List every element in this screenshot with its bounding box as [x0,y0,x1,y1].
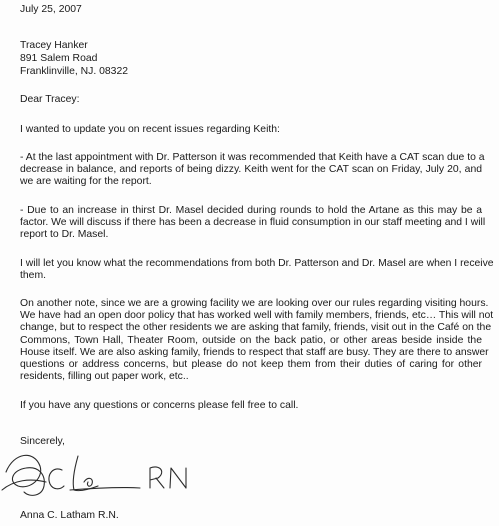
handwritten-signature [0,442,200,510]
recipient-street: 891 Salem Road [20,53,98,64]
paragraph-line: questions or address concerns, but please do not keep them from their duties of caring for other [20,359,482,371]
paragraph-line: change, but to respect the other residents we are asking that family, friends, visit out in the Café on the [20,322,492,334]
paragraph-line: - At the last appointment with Dr. Patterson it was recommended that Keith have a CAT scan due to a [20,152,485,163]
paragraph-line: decrease in balance, and reports of being dizzy. Keith went for the CAT scan on Friday, July 20, and [20,164,482,176]
paragraph-line: On another note, since we are a growing facility we are looking over our rules regarding visiting hours. [20,298,489,309]
sign-off: Sincerely, [20,436,65,447]
paragraph-line: them. [20,270,46,281]
paragraph-line: House itself. We are also asking family, friends to respect that staff are busy. They are there to answer [20,346,489,358]
paragraph-line: Commons, Town Hall, Theater Room, outside on the back patio, or other areas beside inside the [20,334,482,346]
salutation: Dear Tracey: [20,94,80,105]
paragraph-cat-scan [20,152,485,176]
paragraph-thirst [20,205,486,229]
intro-line: I wanted to update you on recent issues regarding Keith: [20,124,280,135]
paragraph-line: factor. We will discuss if there has been a decrease in fluid consumption in our staff meeting and I will [20,217,486,229]
paragraph-visiting-hours [20,298,494,371]
paragraph-line: We have had an open door policy that has worked well with family members, friends, etc… This will not [20,310,494,322]
paragraph-line: - Due to an increase in thirst Dr. Masel decided during rounds to hold the Artane as this may be a [20,205,482,216]
paragraph-line: residents, filling out paper work, etc.. [20,371,189,382]
recipient-city: Franklinville, NJ. 08322 [20,66,128,77]
paragraph-recommendations [20,258,494,270]
letter-date: July 25, 2007 [20,4,82,15]
signer-name: Anna C. Latham R.N. [20,510,119,521]
paragraph-line: report to Dr. Masel. [20,229,109,240]
paragraph-line: we are waiting for the report. [20,176,152,187]
closing-note: If you have any questions or concerns please fell free to call. [20,400,299,411]
recipient-name: Tracey Hanker [20,40,88,51]
paragraph-line: I will let you know what the recommendations from both Dr. Patterson and Dr. Masel are when I receive [20,258,494,269]
